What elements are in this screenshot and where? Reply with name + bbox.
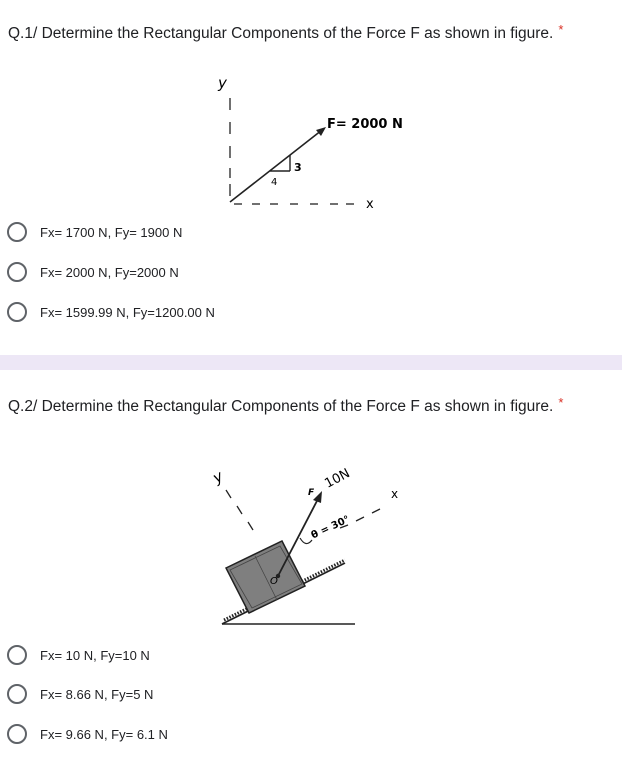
question-card-2 [0,370,620,762]
card-separator [0,355,622,370]
radio-button[interactable] [7,724,27,744]
origin-label: O [270,576,278,587]
option-q2-a[interactable] [7,644,150,666]
option-label: Fx= 9.66 N, Fy= 6.1 N [40,726,168,742]
x-axis-label: x [366,197,374,212]
option-q1-c[interactable] [7,301,215,323]
force-arrow [230,127,326,202]
block [226,541,305,613]
radio-button[interactable] [7,222,27,242]
option-q2-b[interactable] [7,683,153,705]
y-axis [226,490,253,530]
option-q1-a[interactable] [7,221,182,243]
question-text-1: Q.1/ Determine the Rectangular Components of the Force F as shown in figure. [8,25,554,42]
option-label: Fx= 1599.99 N, Fy=1200.00 N [40,304,215,320]
figure-1 [0,0,622,230]
y-axis-label: y [218,74,227,92]
option-label: Fx= 1700 N, Fy= 1900 N [40,224,183,240]
required-asterisk: * [558,22,564,37]
option-label: Fx= 2000 N, Fy=2000 N [40,264,179,280]
option-q1-b[interactable] [7,261,179,283]
question-card-1 [0,0,620,355]
radio-button[interactable] [7,262,27,282]
option-label: Fx= 10 N, Fy=10 N [40,647,150,663]
radio-button[interactable] [7,302,27,322]
angle-arc [300,538,312,544]
angle-label: θ = 30° [309,514,352,542]
slope-run-label: 4 [271,177,278,188]
x-axis-label: x [391,487,399,501]
force-label: F= 2000 N [327,117,403,132]
figure-2 [0,370,622,640]
radio-button[interactable] [7,645,27,665]
question-text-2: Q.2/ Determine the Rectangular Components of the Force F as shown in figure. [8,398,554,415]
required-asterisk: * [558,395,564,410]
force-value: 10N [322,466,353,492]
force-symbol: F [308,488,315,498]
slope-rise-label: 3 [294,161,302,174]
y-axis-label: y [209,466,227,487]
option-label: Fx= 8.66 N, Fy=5 N [40,686,154,702]
radio-button[interactable] [7,684,27,704]
option-q2-c[interactable] [7,723,168,745]
